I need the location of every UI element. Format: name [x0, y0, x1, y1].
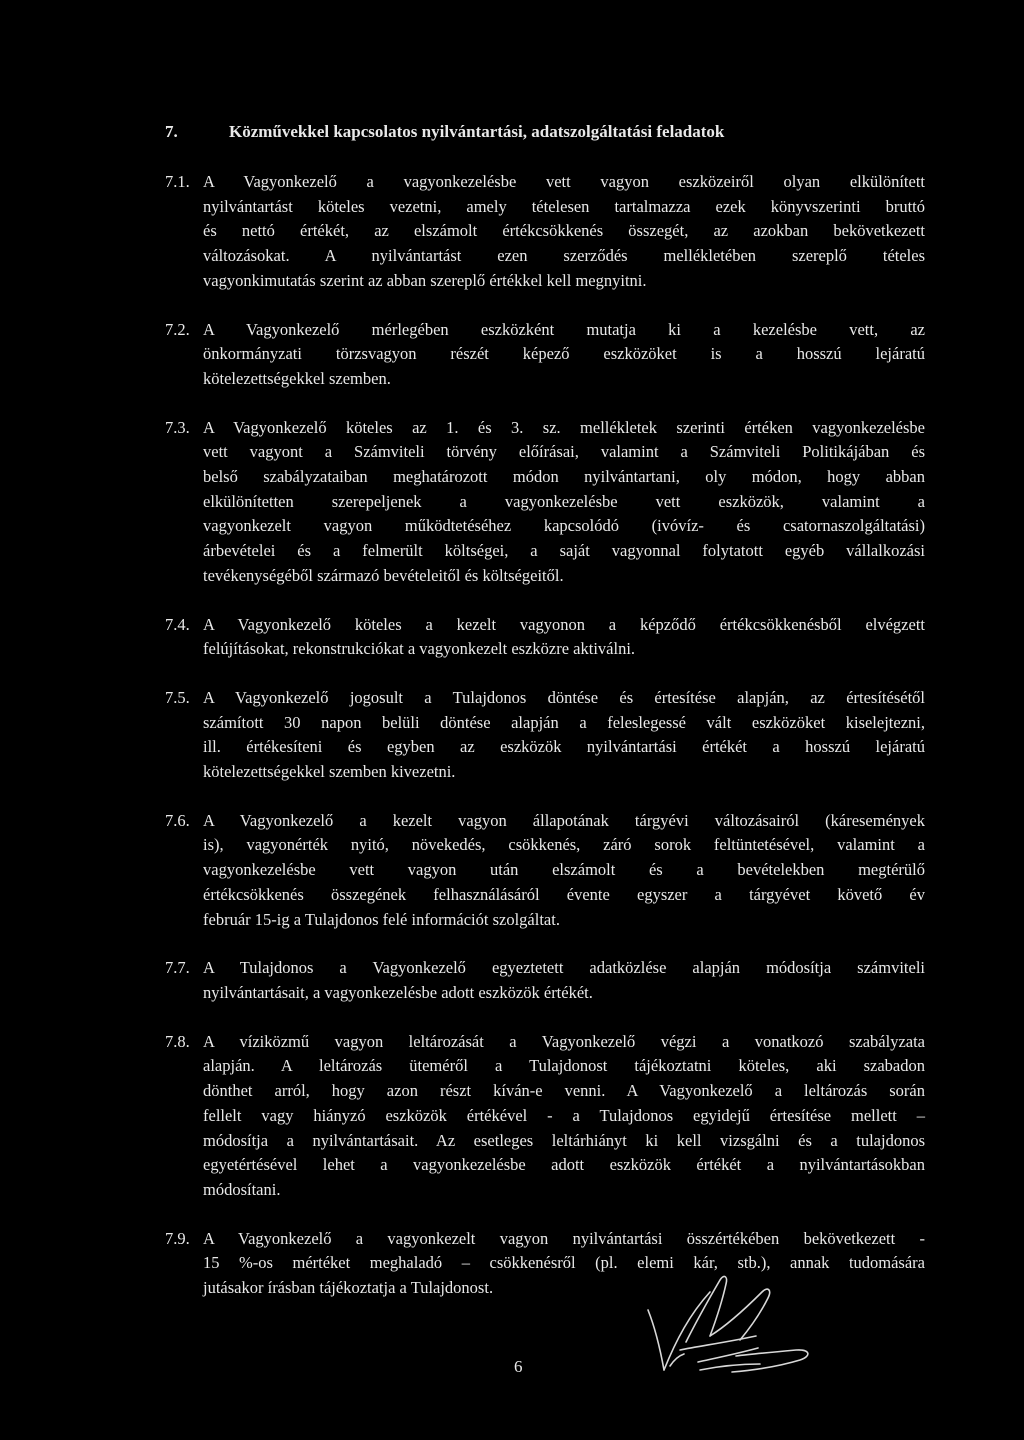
section-gap: [165, 1203, 925, 1227]
section-gap: [165, 662, 925, 686]
section-gap: [165, 392, 925, 416]
section-text: [203, 416, 925, 589]
text-line: és nettó értékét, az elszámolt értékcsökkenés összegét, az azokban bekövetkezett: [203, 221, 925, 241]
text-line: A Vagyonkezelő a vagyonkezelésbe vett vagyon eszközeiről olyan elkülönített: [203, 172, 925, 191]
text-line: ill. értékesíteni és egyben az eszközök nyilvántartási értékét a hosszú lejáratú: [203, 737, 925, 757]
text-line: A Vagyonkezelő mérlegében eszközként mutatja ki a kezelésbe vett, az: [203, 319, 925, 339]
section-number: 7.6.: [165, 810, 190, 830]
text-line: tevékenységéből származó bevételeitől és költségeitől.: [203, 565, 564, 585]
text-line: egyetértésével lehet a vagyonkezelésbe adott eszközök értékét a nyilvántartásokban: [203, 1155, 925, 1175]
section-text: [203, 318, 925, 392]
text-line: belső szabályzataiban meghatározott módon nyilvántartani, oly módon, hogy abban: [203, 467, 925, 487]
text-line: jutásakor írásban tájékoztatja a Tulajdonost.: [203, 1278, 494, 1298]
section-gap: [165, 294, 925, 318]
text-line: is), vagyonérték nyitó, növekedés, csökkenés, záró sorok feltüntetésével, valamint a: [203, 835, 925, 855]
text-line: A Vagyonkezelő a kezelt vagyon állapotának tárgyévi változásairól (káresemények: [203, 810, 925, 830]
text-line: A Tulajdonos a Vagyonkezelő egyeztetett adatközlése alapján módosítja számviteli: [203, 958, 925, 978]
text-line: módosítja a nyilvántartásait. Az esetleges leltárhiányt ki kell vizsgálni és a tulajdonos: [203, 1130, 925, 1150]
text-line: nyilvántartásait, a vagyonkezelésbe adott eszközök értékét.: [203, 982, 593, 1002]
section-item: [165, 1030, 925, 1203]
section-text: [203, 613, 925, 662]
section-item: [165, 956, 925, 1005]
text-line: kötelezettségekkel szemben kivezetni.: [203, 762, 456, 782]
text-line: A víziközmű vagyon leltározását a Vagyonkezelő végzi a vonatkozó szabályzata: [203, 1031, 925, 1051]
text-line: nyilvántartást köteles vezetni, amely tételesen tartalmazza ezek könyvszerinti bruttó: [203, 196, 925, 216]
section-item: [165, 613, 925, 662]
text-line: vagyonkezelésbe vett vagyon után elszámolt és a bevételekben megtérülő: [203, 860, 925, 880]
text-line: kötelezettségekkel szemben.: [203, 368, 391, 388]
text-line: vagyonkezelt vagyon működtetéséhez kapcsolódó (ivóvíz- és csatornaszolgáltatási): [203, 516, 925, 536]
section-item: [165, 809, 925, 933]
signature: [640, 1270, 820, 1380]
text-line: A Vagyonkezelő köteles az 1. és 3. sz. mellékletek szerinti értéken vagyonkezelésbe: [203, 417, 925, 437]
section-item: [165, 318, 925, 392]
text-line: A Vagyonkezelő jogosult a Tulajdonos döntése és értesítése alapján, az értesítésétől: [203, 687, 925, 707]
text-line: A Vagyonkezelő köteles a kezelt vagyonon a képződő értékcsökkenésből elvégzett: [203, 614, 925, 634]
text-line: február 15-ig a Tulajdonos felé információt szolgáltat.: [203, 909, 560, 929]
text-line: értékcsökkenés összegének felhasználásáról évente egyszer a tárgyévet követő év: [203, 884, 925, 904]
section-number: 7.1.: [165, 172, 190, 191]
section-heading-title: Közművekkel kapcsolatos nyilvántartási, adatszolgáltatási feladatok: [229, 122, 725, 141]
text-line: A Vagyonkezelő a vagyonkezelt vagyon nyilvántartási összértékében bekövetkezett -: [203, 1228, 925, 1248]
text-line: számított 30 napon belüli döntése alapján a feleslegessé vált eszközöket kiselejtezni,: [203, 712, 925, 732]
text-line: felújításokat, rekonstrukciókat a vagyonkezelt eszközre aktiválni.: [203, 639, 636, 659]
section-number: 7.8.: [165, 1031, 190, 1051]
text-line: dönthet arról, hogy azon részt kíván-e venni. A Vagyonkezelő a leltározás során: [203, 1081, 925, 1101]
text-line: önkormányzati törzsvagyon részét képező eszközöket is a hosszú lejáratú: [203, 344, 925, 364]
section-gap: [165, 1006, 925, 1030]
text-line: módosítani.: [203, 1179, 281, 1199]
section-gap: [165, 785, 925, 809]
text-line: elkülönítetten szerepeljenek a vagyonkezelésbe vett eszközök, valamint a: [203, 491, 925, 511]
section-text: [203, 686, 925, 785]
section-item: [165, 416, 925, 589]
section-body: [165, 170, 925, 1301]
text-line: árbevételei és a felmerült költségei, a saját vagyonnal folytatott egyéb vállalkozási: [203, 541, 925, 561]
section-gap: [165, 589, 925, 613]
section-gap: [165, 932, 925, 956]
text-line: vagyonkimutatás szerint az abban szereplő értékkel kell megnyitni.: [203, 270, 647, 290]
section-number: 7.2.: [165, 319, 190, 339]
section-heading: [165, 119, 985, 145]
section-number: 7.9.: [165, 1228, 190, 1248]
text-line: alapján. A leltározás üteméről a Tulajdonost tájékoztatni köteles, aki szabadon: [203, 1056, 925, 1076]
section-item: [165, 686, 925, 785]
section-number: 7.4.: [165, 614, 190, 634]
text-line: 15 %-os mértéket meghaladó – csökkenésről (pl. elemi kár, stb.), annak tudomására: [203, 1253, 925, 1273]
section-number: 7.5.: [165, 687, 190, 707]
section-text: [203, 170, 925, 294]
text-line: vett vagyont a Számviteli törvény előírásai, valamint a Számviteli Politikájában és: [203, 442, 925, 462]
section-number: 7.3.: [165, 417, 190, 437]
text-line: fellelt vagy hiányzó eszközök értékével - a Tulajdonos egyidejű értesítése mellett –: [203, 1105, 925, 1125]
section-text: [203, 1030, 925, 1203]
section-text: [203, 956, 925, 1005]
page-number: 6: [514, 1357, 523, 1376]
section-heading-number: 7.: [165, 122, 178, 141]
section-item: [165, 170, 925, 294]
section-text: [203, 809, 925, 933]
section-number: 7.7.: [165, 958, 190, 978]
text-line: változásokat. A nyilvántartást ezen szerződés mellékletében szereplő tételes: [203, 246, 925, 266]
